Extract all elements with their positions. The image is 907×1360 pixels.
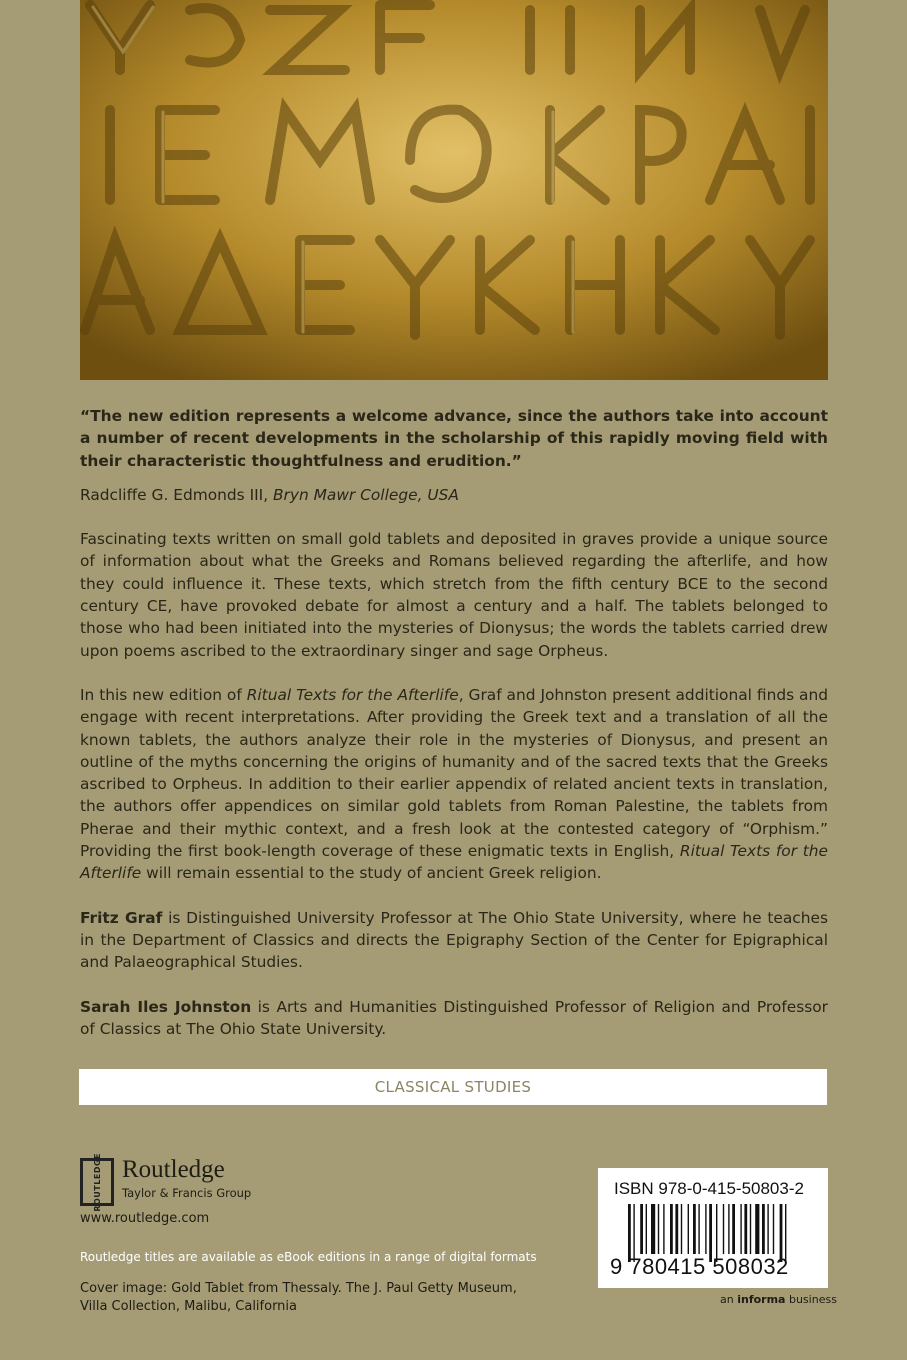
description-2-part1: In this new edition of [80, 685, 247, 704]
barcode-bar [688, 1204, 689, 1254]
barcode-bar [705, 1204, 706, 1254]
reviewer-name: Radcliffe G. Edmonds III, [80, 485, 273, 504]
barcode-bar [755, 1204, 759, 1254]
book-title-1: Ritual Texts for the Afterlife [246, 685, 459, 704]
informa-brand: informa [737, 1293, 786, 1306]
barcode-bar [670, 1204, 673, 1254]
barcode-bar [693, 1204, 696, 1254]
author-bio-johnston [80, 996, 828, 1041]
barcode-bar [663, 1204, 664, 1254]
barcode-bar [744, 1204, 747, 1254]
author-bio-graf [80, 907, 828, 974]
barcode-bar [675, 1204, 678, 1254]
cover-image-credit: Cover image: Gold Tablet from Thessaly. The J. Paul Getty Museum, Villa Collection, Malibu, California [80, 1281, 517, 1314]
routledge-logo-icon [80, 1152, 114, 1212]
publisher-block [80, 1152, 320, 1212]
barcode-bar [681, 1204, 682, 1254]
barcode-number: 9 780415 508032 [610, 1254, 789, 1279]
reviewer-affiliation: Bryn Mawr College, USA [272, 485, 459, 504]
barcode-bar [740, 1204, 741, 1254]
review-quote: “The new edition represents a welcome advance, since the authors take into account a number of recent developments in the scholarship of this rapidly moving field with their characteristic thoughtfulness and erudition.” [80, 407, 828, 470]
barcode-bar [732, 1204, 735, 1254]
description-2-part2: , Graf and Johnston present additional finds and engage with recent interpretations. After providing the Greek text and a translation of all the known tablets, the authors analyze their role in the mysteries of Dionysus, and present an outline of the myths concerning the origins of humanity and of the sacred texts that the Greeks ascribed to Orpheus. In addition to their earlier appendix of related ancient texts in translation, the authors offer appendices on similar gold tablets from Roman Palestine, the tablets from Pherae and their mythic context, and a fresh look at the contested category of “Orphism.” Providing the first book-length coverage of these enigmatic texts in English, [80, 685, 829, 861]
gold-tablet-inscription-graphic [80, 0, 828, 380]
publisher-name: Routledge [122, 1156, 225, 1183]
back-cover-text [80, 405, 828, 1040]
barcode-bar [762, 1204, 765, 1254]
barcode-bar [658, 1204, 659, 1254]
informa-suffix: business [785, 1293, 837, 1306]
barcode-bar [723, 1204, 724, 1254]
description-paragraph-1: Fascinating texts written on small gold tablets and deposited in graves provide a unique source of information about what the Greeks and Romans believed regarding the afterlife, and how they could influence it. These texts, which stretch from the fifth century BCE to the second century CE, have provoked debate for almost a century and a half. The tablets belonged to those who had been initiated into the mysteries of Dionysus; the words the tablets carried drew upon poems ascribed to the extraordinary singer and sage Orpheus. [80, 530, 828, 660]
ebook-note: Routledge titles are available as eBook editions in a range of digital formats [80, 1250, 537, 1264]
isbn-label: ISBN 978-0-415-50803-2 [614, 1179, 804, 1198]
subject-category-label: CLASSICAL STUDIES [374, 1078, 532, 1096]
description-2-part3: will remain essential to the study of ancient Greek religion. [141, 864, 602, 883]
barcode-bar [767, 1204, 768, 1254]
barcode-bar [646, 1204, 647, 1254]
subject-category-bar [79, 1069, 827, 1105]
barcode-bar [728, 1204, 729, 1254]
isbn-barcode [598, 1168, 828, 1288]
informa-prefix: an [720, 1293, 738, 1306]
publisher-url[interactable]: www.routledge.com [80, 1211, 210, 1226]
author-bio-text: is Distinguished University Professor at The Ohio State University, where he teaches in the Department of Classics and directs the Epigraphy Section of the Center for Epigraphical and Palaeographical Studies. [80, 908, 828, 972]
review-attribution [80, 484, 828, 506]
description-paragraph-2 [80, 684, 828, 885]
gold-tablet-image [80, 0, 828, 380]
barcode-bar [640, 1204, 643, 1254]
barcode-bar [773, 1204, 774, 1254]
barcode-bar [698, 1204, 699, 1254]
informa-business-label [720, 1293, 837, 1306]
publisher-logo-text: ROUTLEDGE [92, 1152, 102, 1212]
barcode-bar [651, 1204, 655, 1254]
author-name: Fritz Graf [80, 908, 163, 927]
barcode-bar [750, 1204, 751, 1254]
author-bio-text: is Arts and Humanities Distinguished Professor of Religion and Professor of Classics at The Ohio State University. [80, 997, 828, 1038]
author-name: Sarah Iles Johnston [80, 997, 252, 1016]
book-title-2: Ritual Texts for the Afterlife [80, 842, 828, 883]
publisher-group: Taylor & Francis Group [122, 1186, 252, 1200]
